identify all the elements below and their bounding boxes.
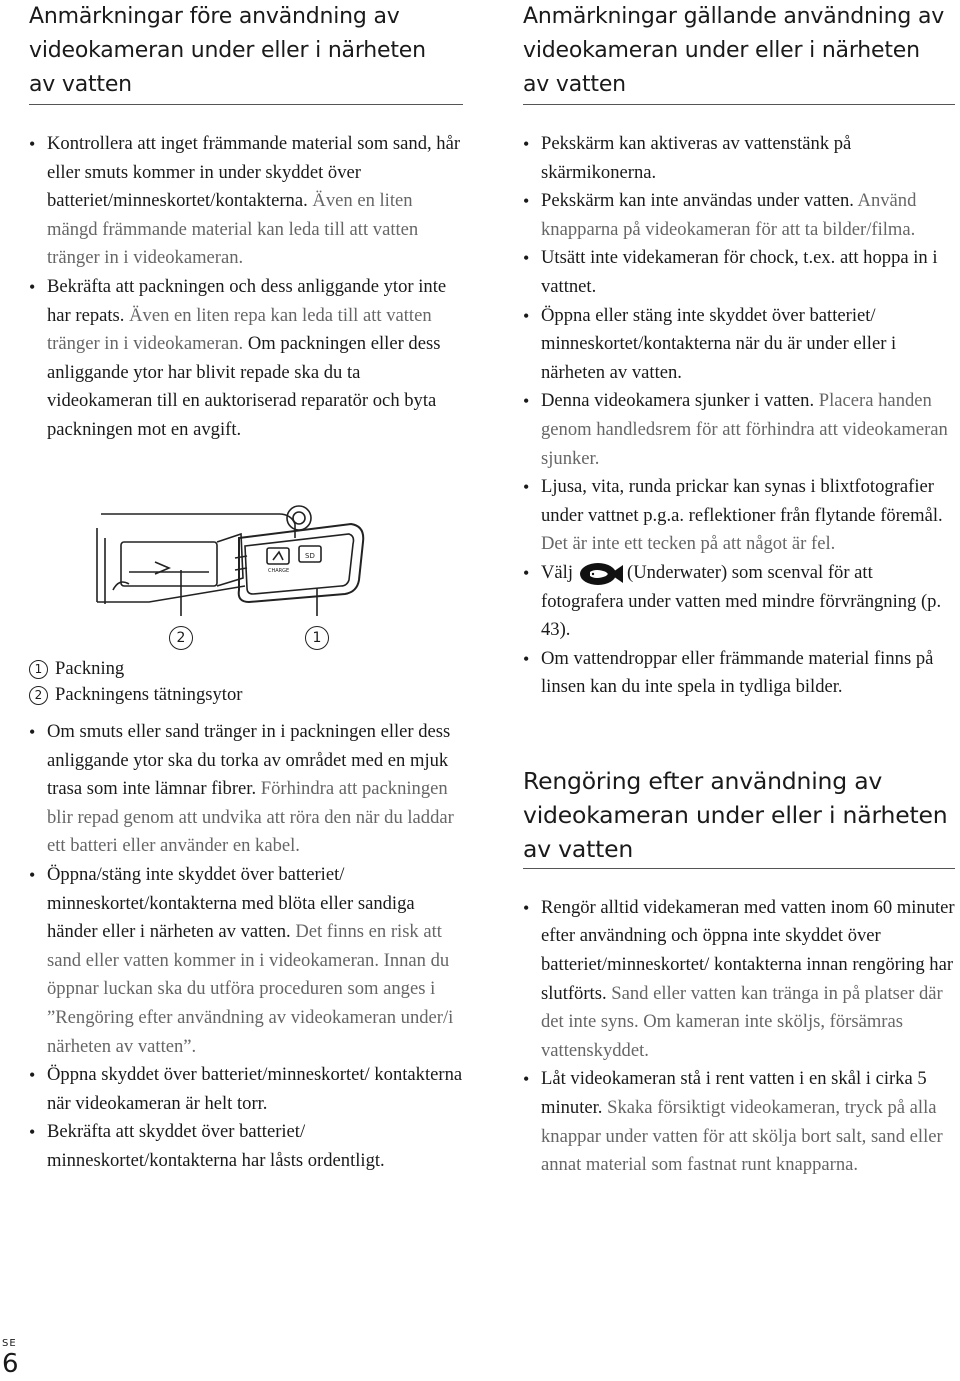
lid-label-charge: CHARGE	[268, 568, 290, 574]
heading-rule	[523, 104, 955, 105]
camera-lid-illustration	[29, 498, 463, 648]
list-item: • Bekräfta att packningen och dess anliggande ytor inte har repats. Även en liten repa kan leda till att vatten tränger in i videokameran. Om packningen eller dess anliggande ytor har blivit repade ska du ta videokameran till en auktoriserad reparatör och byta packningen mot en avgift.	[29, 273, 463, 445]
list-item: • Pekskärm kan aktiveras av vattenstänk på skärmikonerna.	[523, 130, 955, 187]
list-item: • Kontrollera att inget främmande material som sand, hår eller smuts kommer in under skyddet över batteriet/minneskortet/kontakterna. Även en liten mängd främmande material kan leda till att vatten tränger in i videokameran.	[29, 130, 463, 273]
list-item: • Ljusa, vita, runda prickar kan synas i blixtfotografier under vattnet p.g.a. reflektioner från flytande föremål. Det är inte ett tecken på att något är fel.	[523, 473, 955, 559]
legend-item-packning: 1 Packning	[29, 657, 124, 681]
list-item-underwater: • Välj (Underwater) som scenval för att fotografera under vatten med mindre förvrängning (p. 43).	[523, 559, 955, 645]
language-code: SE	[2, 1338, 17, 1349]
camera-gasket-figure	[29, 498, 463, 713]
section-heading-during-use: Anmärkningar gällande användning av videokameran under eller i närheten av vatten	[523, 4, 945, 97]
bullet-list-during-use	[523, 130, 955, 702]
bullet-list-after-figure	[29, 718, 463, 1176]
section-heading-cleaning: Rengöring efter användning av videokameran under eller i närheten av vatten	[523, 766, 948, 863]
list-item: • Låt videokameran stå i rent vatten i en skål i cirka 5 minuter. Skaka försiktigt videokameran, tryck på alla knappar under vatten för att skölja bort salt, sand eller annat material som fastnat runt knapparna.	[523, 1065, 955, 1179]
list-item: • Denna videokamera sjunker i vatten. Placera handen genom handledsrem för att förhindra att videokameran sjunker.	[523, 387, 955, 473]
bullet-list-cleaning	[523, 894, 955, 1180]
left-column-lower	[29, 718, 463, 1176]
list-item: • Öppna skyddet över batteriet/minneskortet/ kontakterna när videokameran är helt torr.	[29, 1061, 463, 1118]
list-item: • Rengör alltid videkameran med vatten inom 60 minuter efter användning och öppna inte skyddet över batteriet/minneskortet/ kontakterna innan rengöring har slutförts. Sand eller vatten kan tränga in på platser där det inte syns. Om kameran inte sköljs, försämras vattenskyddet.	[523, 894, 955, 1066]
list-item: • Öppna eller stäng inte skyddet över batteriet/ minneskortet/kontakterna när du är under eller i närheten av vatten.	[523, 302, 955, 388]
callout-2: 2	[169, 626, 193, 650]
list-item: • Utsätt inte videkameran för chock, t.ex. att hoppa in i vattnet.	[523, 244, 955, 301]
heading-rule	[29, 104, 463, 105]
callout-1: 1	[305, 626, 329, 650]
page-number: 6	[2, 1349, 19, 1379]
heading-rule	[523, 868, 955, 869]
list-item: • Om vattendroppar eller främmande material finns på linsen kan du inte spela in tydliga bilder.	[523, 645, 955, 702]
left-column	[29, 0, 463, 445]
legend-number-1: 1	[29, 660, 48, 679]
list-item: • Öppna/stäng inte skyddet över batteriet/ minneskortet/kontakterna med blöta eller sandiga händer eller i närheten av vatten. Det finns en risk att sand eller vatten kommer in i videokameran. Innan du öppnar luckan ska du utföra proceduren som anges i ”Rengöring efter användning av videokameran under/i närheten av vatten”.	[29, 861, 463, 1061]
legend-number-2: 2	[29, 686, 48, 705]
section-heading-before-use: Anmärkningar före användning av videokameran under eller i närheten av vatten	[29, 4, 426, 97]
page-number-tab	[2, 1338, 24, 1379]
right-column	[523, 0, 955, 1180]
legend-item-tatningsytor: 2 Packningens tätningsytor	[29, 683, 242, 707]
fish-icon	[576, 562, 624, 586]
list-item: • Bekräfta att skyddet över batteriet/ minneskortet/kontakterna har låsts ordentligt.	[29, 1118, 463, 1175]
list-item: • Om smuts eller sand tränger in i packningen eller dess anliggande ytor ska du torka av området med en mjuk trasa som inte lämnar fibrer. Förhindra att packningen blir repad genom att undvika att röra den när du laddar ett batteri eller använder en kabel.	[29, 718, 463, 861]
list-item: • Pekskärm kan inte användas under vatten. Använd knapparna på videokameran för att ta bilder/filma.	[523, 187, 955, 244]
lid-label-sd: SD	[305, 552, 315, 560]
bullet-list-before-figure	[29, 130, 463, 445]
